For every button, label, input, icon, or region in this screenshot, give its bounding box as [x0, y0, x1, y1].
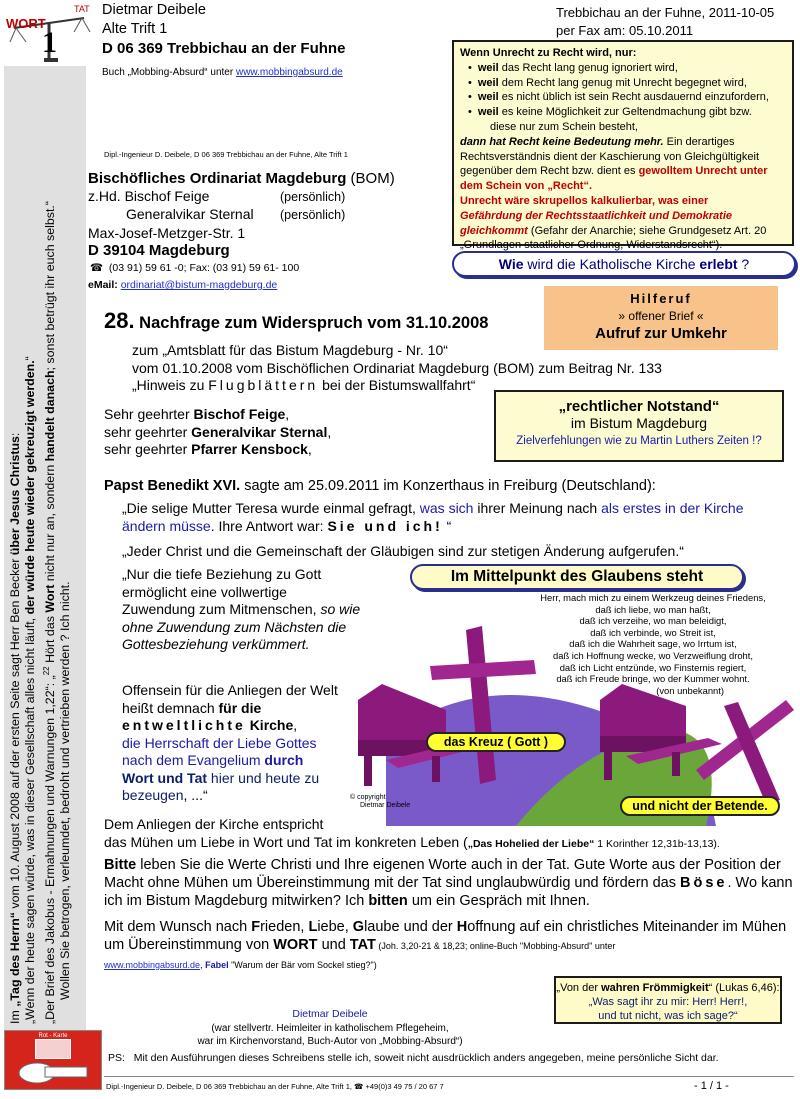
band-line-2: „Wenn der heute sagen würde, was in dieser Gesellschaft alles nicht läuft, der würde heute wieder gekreuzigt werden.“ [23, 356, 38, 1024]
book-link[interactable]: www.mobbingabsurd.de [235, 67, 343, 78]
quote-openness: Offensein für die Anliegen der Welt heißt demnach für die entweltlichte Kirche, die Herrschaft der Liebe Gottes nach dem Evangelium durch Wort und Tat hier und heute zu bezeugen, ...“ [122, 682, 338, 803]
fax-line: per Fax am: 05.10.2011 [556, 23, 694, 38]
whistle-icon [15, 1059, 93, 1085]
red-card-title: Rot - Karte [38, 1033, 68, 1039]
left-quote-band [4, 66, 86, 1031]
recipient-street: Max-Josef-Metzger-Str. 1 [88, 224, 246, 241]
copyright-icon: © [350, 794, 356, 801]
injustice-cont: diese nur zum Schein besteht, [490, 120, 638, 133]
list-item: • weil dem Recht lang genug mit Unrecht begegnet wird, [468, 76, 786, 91]
froemmigkeit-box: „Von der wahren Frömmigkeit“ (Lukas 6,46): „Was sagt ihr zu mir: Herr! Herr!, und tut nicht, was ich sage?“ [554, 976, 782, 1024]
sender-city: D 06 369 Trebbichau an der Fuhne [102, 40, 346, 57]
notstand-box: „rechtlicher Notstand“ im Bistum Magdeburg Zielverfehlungen wie zu Martin Luthers Zeiten !? [494, 390, 784, 462]
hilferuf-title: Hilferuf [630, 291, 692, 306]
date-line: Trebbichau an der Fuhne, 2011-10-05 [556, 5, 775, 20]
book-prefix: Buch „Mobbing-Absurd“ unter [102, 67, 236, 78]
hilferuf-box [544, 286, 778, 350]
book-line [102, 67, 343, 78]
quote-teresa: „Die selige Mutter Teresa wurde einmal gefragt, was sich ihrer Meinung nach als erstes in der Kirche ändern müsse. Ihre Antwort war: Sie und ich! “ [122, 500, 744, 534]
injustice-list [468, 61, 786, 120]
hilferuf-sub: » offener Brief « [618, 309, 704, 323]
email-link[interactable]: ordinariat@bistum-magdeburg.de [120, 279, 278, 291]
phone-icon: ☎ [90, 261, 109, 274]
list-item: • weil es keine Möglichkeit zur Geltendmachung gibt bzw. [468, 105, 786, 120]
glaube-headline: Im Mittelpunkt des Glaubens steht [410, 564, 744, 590]
sender-small-line: Dipl.-Ingenieur D. Deibele, D 06 369 Trebbichau an der Fuhne, Alte Trift 1 [104, 150, 348, 159]
papst-line: Papst Benedikt XVI. sagte am 25.09.2011 im Konzerthaus in Freiburg (Deutschland): [104, 478, 656, 494]
ps-line: PS: Mit den Ausführungen dieses Schreibens stelle ich, soweit nicht ausdrücklich anders angegeben, meine persönliche Sicht dar. [108, 1052, 719, 1064]
injustice-body: dann hat Recht keine Bedeutung mehr. Ein derartiges Rechtsverständnis dient der Kaschierung von Gleichgültigkeit gegenüber dem Recht bzw. dient es gewolltem Unrecht unter dem Schein von „Recht“. Unrecht wäre skrupellos kalkulierbar, was einer Gefährdung der Rechtsstaatlichkeit und Demokratie gleichkommt (Gefahr der Anarchie; siehe Grundgesetz Art. 20 „Grundlagen staatlicher Ordnung, Widerstandsrecht“). [460, 135, 768, 252]
recipient-phone: ☎ (03 91) 59 61 -0; Fax: (03 91) 59 61- 100 [90, 261, 300, 274]
injustice-box [452, 40, 794, 252]
wort-tat-logo [4, 2, 92, 64]
quote-christ: „Jeder Christ und die Gemeinschaft der Gläubigen sind zur stetigen Änderung aufgerufen.“ [122, 543, 684, 559]
date-block [556, 4, 774, 40]
quote-relation: „Nur die tiefe Beziehung zu Gott ermöglicht eine vollwertige Zuwendung zum Mitmenschen, so wie ohne Zuwendung zum Nächsten die Gottesbeziehung verkümmert. [122, 566, 361, 652]
signature-block: Dietmar Deibele (war stellvertr. Heimleiter in katholischem Pflegeheim, war im Kirchenvorstand, Buch-Autor von „Mobbing-Absurd“) [197, 1008, 463, 1047]
sender-street: Alte Trift 1 [102, 21, 168, 37]
band-line-1: Im „Tag des Herrn“ vom 10. August 2008 auf der ersten Seite sagt Herr Ben Becker über Jesus Christus: [8, 432, 22, 1024]
injustice-heading: Wenn Unrecht zu Recht wird, nur: [460, 47, 637, 59]
mobbing-link[interactable]: www.mobbingabsurd.de [104, 960, 201, 970]
logo-number: 1 [42, 26, 57, 59]
recipient-org: Bischöfliches Ordinariat Magdeburg (BOM) [88, 170, 395, 187]
list-item: • weil das Recht lang genug ignoriert wird, [468, 61, 786, 76]
wish-paragraph: Mit dem Wunsch nach Frieden, Liebe, Glaube und der Hoffnung auf ein christliches Miteinander im Mühen um Übereinstimmung von WORT und TAT (Joh. 3,20-21 & 18,23; online-Buch "Mobbing-Absurd" unter www.mobbingabsurd.de, Fabel "Warum der Bär vom Sockel stieg?") [104, 919, 787, 970]
recipient-city: D 39104 Magdeburg [88, 242, 230, 259]
tag-not-praying: und nicht der Betende. [620, 796, 780, 816]
letter-title: 28. Nachfrage zum Widerspruch vom 31.10.2008 [104, 308, 489, 333]
bitte-paragraph: Bitte leben Sie die Werte Christi und Ihre eigenen Worte auch in der Tat. Gute Worte aus der Position der Macht ohne Mühen um Übereinstimmung mit der Tat sind unglaubwürdig und fördern das Böse. Wo kann ich im Bistum Magdeburg mitwirken? Ich bitten um ein Gespräch mit Ihnen. [104, 857, 793, 909]
copyright-note: © copyright Dietmar Deibele [350, 794, 411, 809]
logo-tat: TAT [74, 4, 90, 14]
recipient-line-3: Generalvikar Sternal (persönlich) [126, 206, 346, 222]
band-line-4: Wollen Sie betrogen, verleumdet, bedroht und vertrieben werden ? Ich nicht. [58, 581, 73, 1000]
recipient-address [88, 170, 395, 295]
footer-divider [104, 1076, 794, 1077]
page-number: - 1 / 1 - [694, 1080, 729, 1092]
reference-lines: zum „Amtsblatt für das Bistum Magdeburg - Nr. 10“ vom 01.10.2008 vom Bischöflichen Ordinariat Magdeburg (BOM) zum Beitrag Nr. 133 „Hinweis zu Flugblättern bei der Bistumswallfahrt“ [132, 342, 662, 393]
church-experience-pill: Wie wird die Katholische Kirche erlebt ? [452, 251, 796, 277]
band-line-3: „Der Brief des Jakobus - Ermahnungen und Warnungen 1,22“: „$^{22}$ Hört das Wort nicht nur an, sondern handelt danach; sonst betrügt ihr euch selbst.“ [41, 201, 57, 1024]
list-item: • weil es nicht üblich ist sein Recht ausdauernd einzufordern, [468, 90, 786, 105]
tag-cross: das Kreuz ( Gott ) [426, 732, 566, 752]
left-quote-text [6, 68, 86, 1028]
footer-address: Dipl.-Ingenieur D. Deibele, D 06 369 Trebbichau an der Fuhne, Alte Trift 1, ☎ +49(0)3 49 75 / 20 67 7 [106, 1082, 444, 1091]
red-card-logo [4, 1030, 102, 1090]
logo-wort: WORT [6, 16, 46, 31]
sender-name: Dietmar Deibele [102, 2, 206, 18]
prayer-poem: Herr, mach mich zu einem Werkzeug deines Friedens, daß ich liebe, wo man haßt, daß ich verzeihe, wo man beleidigt, daß ich verbinde, wo Streit ist, daß ich die Wahrheit sage, wo Irrtum ist, daß ich Hoffnung wecke, wo Verzweiflung droht, daß ich Licht entzünde, wo Finsternis regiert, daß ich Freude bringe, wo der Kummer wohnt. (von unbekannt) [540, 592, 766, 696]
hilferuf-main: Aufruf zur Umkehr [595, 325, 727, 342]
recipient-email: eMail: ordinariat@bistum-magdeburg.de [88, 279, 278, 291]
recipient-line-2: z.Hd. Bischof Feige (persönlich) [88, 187, 346, 204]
greeting: Sehr geehrter Bischof Feige, sehr geehrter Generalvikar Sternal, sehr geehrter Pfarrer Kensbock, [104, 406, 332, 457]
anliegen-paragraph: Dem Anliegen der Kirche entspricht das Mühen um Liebe in Wort und Tat im konkreten Leben („Das Hohelied der Liebe“ 1 Korinther 12,31b-13,13). [104, 816, 720, 850]
